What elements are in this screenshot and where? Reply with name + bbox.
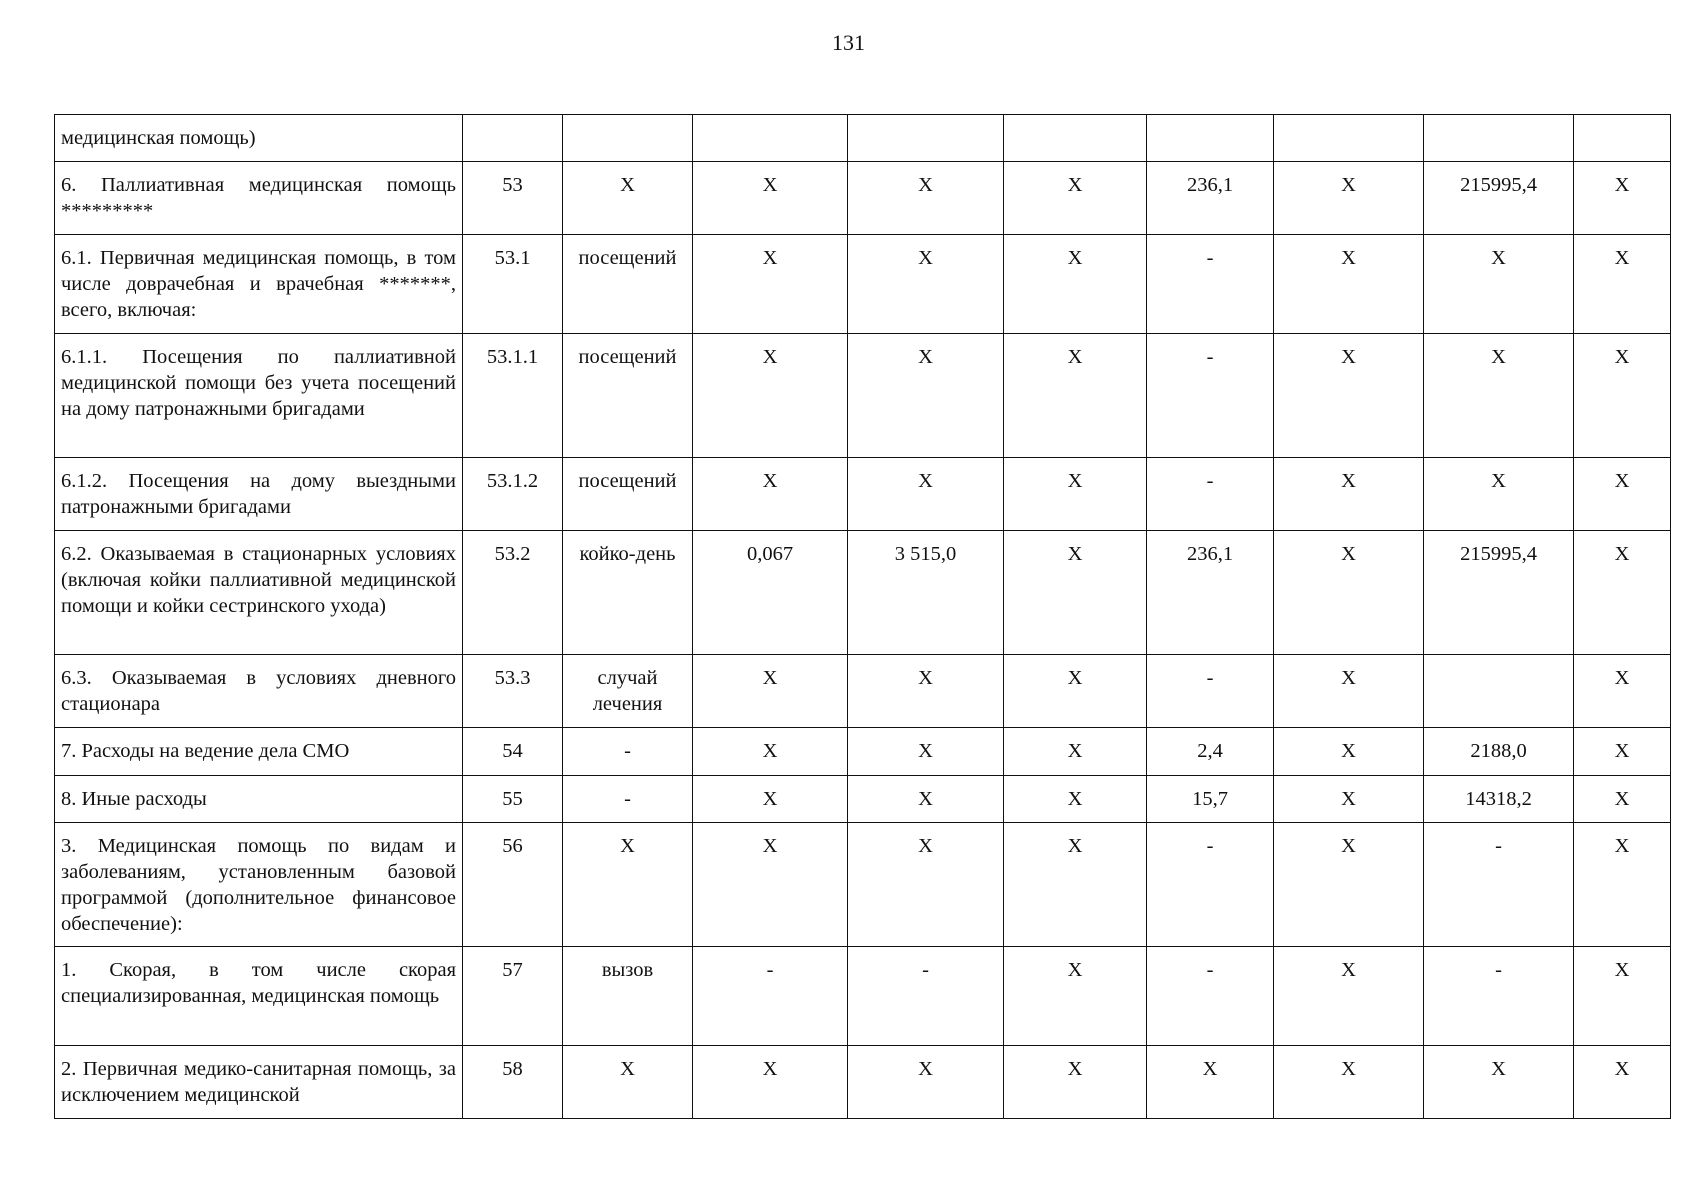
row-unit-cell: посещений (563, 235, 693, 334)
row-value-cell: Х (693, 823, 848, 947)
table-row (55, 115, 1671, 162)
row-code-cell (463, 115, 563, 162)
row-code-cell: 55 (463, 776, 563, 823)
row-value-cell: Х (693, 1046, 848, 1119)
data-table (54, 114, 1671, 1119)
row-unit-cell: койко-день (563, 531, 693, 655)
row-value-cell (848, 115, 1004, 162)
row-name-cell: 6.2. Оказываемая в стационарных условиях (включая койки паллиативной медицинской помощи и койки сестринского ухода) (55, 531, 463, 655)
row-value-cell: Х (848, 823, 1004, 947)
table-row (55, 655, 1671, 728)
row-value-cell: Х (1004, 728, 1147, 776)
row-value-cell: 2,4 (1147, 728, 1274, 776)
row-code-cell: 53.3 (463, 655, 563, 728)
row-value-cell: Х (1274, 1046, 1424, 1119)
row-code-cell: 53.1.1 (463, 334, 563, 458)
row-value-cell: Х (1274, 458, 1424, 531)
row-value-cell: Х (1574, 655, 1671, 728)
row-value-cell: Х (1004, 334, 1147, 458)
row-value-cell (1424, 115, 1574, 162)
row-code-cell: 53 (463, 162, 563, 235)
row-value-cell: 215995,4 (1424, 162, 1574, 235)
row-code-cell: 56 (463, 823, 563, 947)
row-value-cell: - (1147, 235, 1274, 334)
row-unit-cell: Х (563, 823, 693, 947)
row-value-cell: Х (1574, 531, 1671, 655)
row-value-cell: Х (693, 655, 848, 728)
row-value-cell: Х (1004, 162, 1147, 235)
row-value-cell: Х (693, 458, 848, 531)
row-name-cell: 1. Скорая, в том числе скорая специализированная, медицинская помощь (55, 947, 463, 1046)
row-value-cell (693, 115, 848, 162)
table-body (55, 115, 1671, 1119)
row-name-cell: 6. Паллиативная медицинская помощь ********* (55, 162, 463, 235)
row-value-cell: Х (1574, 823, 1671, 947)
row-value-cell: Х (848, 728, 1004, 776)
row-value-cell: Х (1574, 947, 1671, 1046)
row-value-cell: 0,067 (693, 531, 848, 655)
row-value-cell: 14318,2 (1424, 776, 1574, 823)
row-value-cell: Х (1004, 776, 1147, 823)
row-value-cell: Х (1424, 334, 1574, 458)
table-row (55, 334, 1671, 458)
row-value-cell: Х (848, 334, 1004, 458)
row-name-cell: 8. Иные расходы (55, 776, 463, 823)
row-code-cell: 53.2 (463, 531, 563, 655)
row-value-cell: - (1424, 823, 1574, 947)
row-name-cell: 6.3. Оказываемая в условиях дневного стационара (55, 655, 463, 728)
row-unit-cell: - (563, 728, 693, 776)
row-code-cell: 54 (463, 728, 563, 776)
row-value-cell: 236,1 (1147, 531, 1274, 655)
row-value-cell: Х (1574, 235, 1671, 334)
row-value-cell: Х (1004, 823, 1147, 947)
row-value-cell: - (848, 947, 1004, 1046)
row-value-cell: Х (1274, 235, 1424, 334)
row-value-cell: Х (1424, 235, 1574, 334)
row-value-cell: - (693, 947, 848, 1046)
row-value-cell: Х (1004, 531, 1147, 655)
row-value-cell: Х (848, 162, 1004, 235)
row-code-cell: 53.1 (463, 235, 563, 334)
row-unit-cell: посещений (563, 458, 693, 531)
table-row (55, 947, 1671, 1046)
row-name-cell: 3. Медицинская помощь по видам и заболеваниям, установленным базовой программой (дополнительное финансовое обеспечение): (55, 823, 463, 947)
row-value-cell (1574, 115, 1671, 162)
row-value-cell: Х (693, 334, 848, 458)
row-value-cell: Х (1274, 334, 1424, 458)
row-value-cell: Х (1574, 776, 1671, 823)
row-value-cell: Х (1424, 1046, 1574, 1119)
row-unit-cell: вызов (563, 947, 693, 1046)
row-value-cell: Х (848, 1046, 1004, 1119)
table-row (55, 162, 1671, 235)
row-unit-cell: случай лечения (563, 655, 693, 728)
row-value-cell: - (1147, 823, 1274, 947)
row-value-cell: Х (1147, 1046, 1274, 1119)
row-value-cell: Х (1574, 162, 1671, 235)
row-value-cell: Х (1274, 947, 1424, 1046)
row-value-cell (1147, 115, 1274, 162)
row-name-cell: медицинская помощь) (55, 115, 463, 162)
row-value-cell: Х (1274, 776, 1424, 823)
row-value-cell: Х (848, 655, 1004, 728)
row-value-cell: Х (1274, 823, 1424, 947)
row-value-cell: Х (1274, 728, 1424, 776)
row-unit-cell: посещений (563, 334, 693, 458)
row-code-cell: 53.1.2 (463, 458, 563, 531)
row-value-cell: Х (1004, 655, 1147, 728)
row-value-cell: 3 515,0 (848, 531, 1004, 655)
row-value-cell: Х (1004, 458, 1147, 531)
row-name-cell: 2. Первичная медико-санитарная помощь, за исключением медицинской (55, 1046, 463, 1119)
row-value-cell: - (1147, 458, 1274, 531)
row-unit-cell (563, 115, 693, 162)
row-value-cell: Х (693, 235, 848, 334)
table-row (55, 531, 1671, 655)
row-value-cell (1424, 655, 1574, 728)
row-value-cell: - (1147, 947, 1274, 1046)
row-unit-cell: - (563, 776, 693, 823)
row-value-cell: 236,1 (1147, 162, 1274, 235)
table-row (55, 235, 1671, 334)
row-code-cell: 57 (463, 947, 563, 1046)
row-unit-cell: Х (563, 162, 693, 235)
row-value-cell: Х (1004, 1046, 1147, 1119)
page-number: 131 (832, 30, 865, 55)
row-value-cell: - (1147, 334, 1274, 458)
row-value-cell: - (1424, 947, 1574, 1046)
row-value-cell: Х (693, 776, 848, 823)
row-value-cell: Х (1574, 728, 1671, 776)
row-value-cell: Х (1424, 458, 1574, 531)
table-row (55, 823, 1671, 947)
row-value-cell: Х (1574, 458, 1671, 531)
row-value-cell: Х (848, 776, 1004, 823)
row-value-cell: 215995,4 (1424, 531, 1574, 655)
row-name-cell: 6.1. Первичная медицинская помощь, в том числе доврачебная и врачебная *******, всего, включая: (55, 235, 463, 334)
row-name-cell: 6.1.2. Посещения на дому выездными патронажными бригадами (55, 458, 463, 531)
row-value-cell: Х (848, 235, 1004, 334)
row-value-cell: Х (693, 728, 848, 776)
row-value-cell: Х (1274, 162, 1424, 235)
row-value-cell: Х (1004, 235, 1147, 334)
row-name-cell: 7. Расходы на ведение дела СМО (55, 728, 463, 776)
row-value-cell: Х (1274, 531, 1424, 655)
row-value-cell: Х (1004, 947, 1147, 1046)
row-value-cell: Х (848, 458, 1004, 531)
row-unit-cell: Х (563, 1046, 693, 1119)
row-value-cell: 15,7 (1147, 776, 1274, 823)
row-value-cell: - (1147, 655, 1274, 728)
row-name-cell: 6.1.1. Посещения по паллиативной медицинской помощи без учета посещений на дому патронажными бригадами (55, 334, 463, 458)
table-row (55, 728, 1671, 776)
row-value-cell: Х (1574, 1046, 1671, 1119)
row-value-cell (1004, 115, 1147, 162)
row-value-cell: Х (693, 162, 848, 235)
row-value-cell: 2188,0 (1424, 728, 1574, 776)
row-value-cell: Х (1574, 334, 1671, 458)
row-code-cell: 58 (463, 1046, 563, 1119)
row-value-cell (1274, 115, 1424, 162)
table-row (55, 458, 1671, 531)
row-value-cell: Х (1274, 655, 1424, 728)
table-row (55, 776, 1671, 823)
table-row (55, 1046, 1671, 1119)
